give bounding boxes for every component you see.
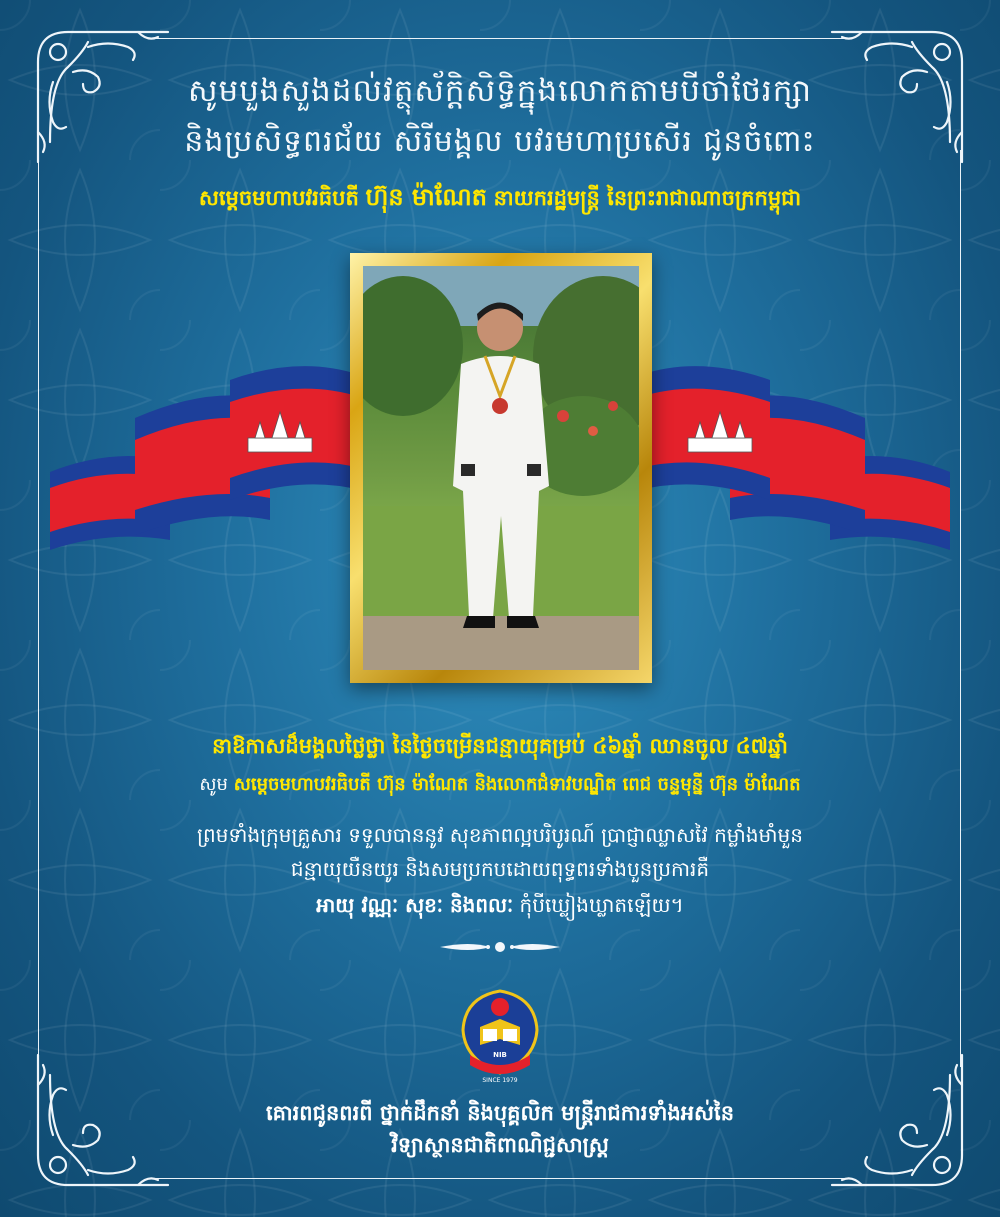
wish-couple-names: សម្តេចមហាបវរធិបតី ហ៊ុន ម៉ាណែត និងលោកជំទាវបណ្ឌិត ពេជ ចន្ទមុន្នី ហ៊ុន ម៉ាណែត <box>233 774 801 795</box>
footer-line-2: វិទ្យាស្ថានជាតិពាណិជ្ជសាស្ត្រ <box>391 1133 609 1157</box>
wishes-line-2: ជន្មាយុយឺនយូរ និងសមប្រកបដោយពុទ្ធពរទាំងបួនប្រការគឺ <box>290 857 710 881</box>
honoree-title: សម្តេចមហាបវរធិបតី <box>198 186 359 210</box>
greeting-line-1: សូមបួងសួងដល់វត្ថុស័ក្តិសិទ្ធិក្នុងលោកតាមបីចាំថែរក្សា <box>187 73 813 109</box>
wishes-blessings: អាយុ វណ្ណៈ សុខៈ និងពលៈ <box>316 893 514 917</box>
wish-couple-line <box>0 772 1000 799</box>
logo-top-text: NIB <box>493 1051 507 1059</box>
honoree-name: ហ៊ុន ម៉ាណែត <box>365 183 487 211</box>
honoree-position: នាយករដ្ឋមន្ត្រី នៃព្រះរាជាណាចក្រកម្ពុជា <box>493 186 802 210</box>
occasion-line: នាឱកាសដ៏មង្គលថ្លៃថ្លា នៃថ្ងៃចម្រើនជន្មាយុគម្រប់ ៤៦ឆ្នាំ ឈានចូល ៤៧ឆ្នាំ <box>212 734 788 758</box>
wishes-line-3 <box>0 892 1000 922</box>
greeting-line-2: និងប្រសិទ្ធពរជ័យ សិរីមង្គល បវរមហាប្រសើរ ជូនចំពោះ <box>184 124 816 159</box>
logo-since-text: SINCE 1979 <box>482 1077 518 1084</box>
portrait-frame <box>350 253 652 683</box>
frame-left-line <box>38 150 39 1067</box>
wishes-ending: កុំបីឃ្លៀងឃ្លាតឡើយ។ <box>519 893 684 917</box>
cambodia-flag-ribbon-left-icon <box>50 360 360 560</box>
frame-right-line <box>960 150 961 1067</box>
institute-logo-icon <box>455 985 545 1085</box>
portrait-illustration <box>363 266 639 670</box>
wish-prefix: សូម <box>199 774 228 795</box>
portrait-photo <box>363 266 639 670</box>
wishes-line-1: ព្រមទាំងក្រុមគ្រួសារ ទទួលបាននូវ សុខភាពល្អបរិបូរណ៍ ប្រាជ្ញាឈ្លាសវៃ កម្លាំងមាំមួន <box>197 823 803 847</box>
footer-line-1: គោរពជូនពរពី ថ្នាក់ដឹកនាំ និងបុគ្គលិក មន្ត្រីរាជការទាំងអស់នៃ <box>265 1101 735 1125</box>
divider-ornament-icon <box>440 937 560 957</box>
frame-top-line <box>150 38 850 39</box>
cambodia-flag-ribbon-right-icon <box>640 360 950 560</box>
honoree-line <box>0 182 1000 217</box>
frame-bottom-line <box>150 1178 850 1179</box>
